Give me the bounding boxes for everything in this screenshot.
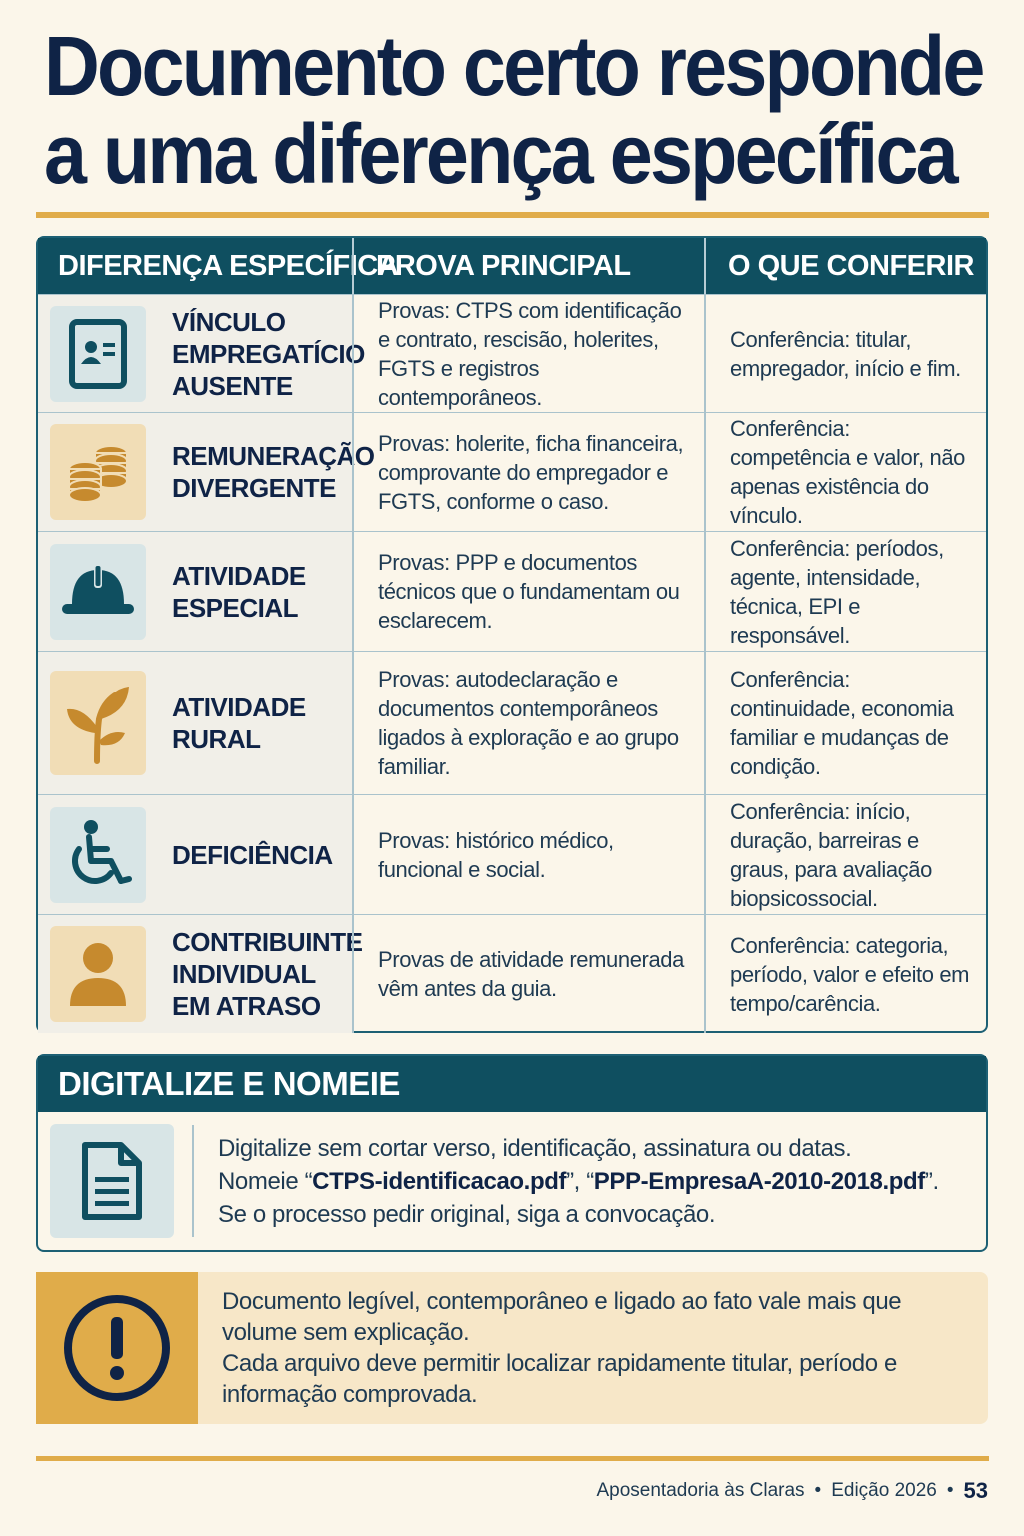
- digitize-body: [38, 1112, 986, 1250]
- check-cell: [704, 915, 986, 1033]
- person-icon: [50, 926, 146, 1022]
- category-cell: [38, 413, 375, 531]
- check-text: Conferência: início, duração, barreiras e graus, para avaliação biopsicossocial.: [730, 798, 932, 911]
- alert-text: [198, 1272, 988, 1424]
- digitize-line-2-prefix: Nomeie “: [218, 1167, 313, 1195]
- table-row: [38, 914, 986, 1033]
- table-row: [38, 294, 986, 412]
- digitize-line-2-suffix: ”.: [924, 1167, 939, 1195]
- alert-panel: [36, 1272, 988, 1424]
- digitize-heading: DIGITALIZE E NOMEIE: [38, 1056, 986, 1112]
- table-row: [38, 412, 986, 531]
- proof-text: Provas: PPP e documentos técnicos que o fundamentam ou esclarecem.: [378, 550, 680, 633]
- category-label: VÍNCULO EMPREGATÍCIO AUSENTE: [172, 306, 365, 401]
- check-cell: [704, 795, 986, 914]
- digitize-panel: [36, 1054, 988, 1252]
- check-cell: [704, 652, 986, 794]
- title-line-1: Documento certo responde: [44, 19, 983, 113]
- check-cell: [704, 295, 986, 412]
- category-label: ATIVIDADE ESPECIAL: [172, 560, 306, 623]
- category-cell: [38, 532, 352, 651]
- evidence-table: [36, 236, 988, 1033]
- footer: [596, 1478, 988, 1504]
- digitize-text: [194, 1132, 939, 1231]
- proof-text: Provas: CTPS com identificação e contrato, rescisão, holerites, FGTS e registros contemporâneos.: [378, 297, 682, 410]
- separator-dot: •: [814, 1480, 822, 1501]
- page-number: 53: [963, 1478, 988, 1503]
- category-cell: [38, 795, 352, 914]
- category-label: ATIVIDADE RURAL: [172, 692, 306, 754]
- alert-line-1: Documento legível, contemporâneo e ligado ao fato vale mais que volume sem explicação.: [222, 1288, 902, 1346]
- digitize-line-2: [218, 1165, 939, 1198]
- digitize-line-2-separator: ”, “: [566, 1167, 594, 1195]
- proof-cell: [352, 413, 704, 531]
- proof-cell: [352, 532, 704, 651]
- table-row: [38, 794, 986, 914]
- separator-dot: •: [946, 1480, 954, 1501]
- check-text: Conferência: períodos, agente, intensidade, técnica, EPI e responsável.: [730, 535, 944, 648]
- check-text: Conferência: competência e valor, não apenas existência do vínculo.: [730, 416, 965, 528]
- table-row: [38, 651, 986, 794]
- category-label: REMUNERAÇÃO DIVERGENTE: [172, 441, 375, 503]
- page-title: [44, 19, 983, 201]
- top-divider: [36, 212, 989, 218]
- check-cell: [704, 413, 986, 531]
- table-header: [38, 238, 986, 294]
- id-card-icon: [50, 306, 146, 402]
- document-icon: [50, 1124, 174, 1238]
- category-cell: [38, 652, 352, 794]
- digitize-line-1: Digitalize sem cortar verso, identificação, assinatura ou datas.: [218, 1134, 852, 1162]
- check-cell: [704, 532, 986, 651]
- category-label: DEFICIÊNCIA: [172, 839, 333, 870]
- publication-name: Aposentadoria às Claras: [596, 1480, 805, 1501]
- proof-text: Provas: holerite, ficha financeira, comprovante do empregador e FGTS, conforme o caso.: [378, 430, 684, 514]
- coins-icon: [50, 424, 146, 520]
- edition-label: Edição 2026: [831, 1480, 937, 1501]
- filename-example-2: PPP-EmpresaA-2010-2018.pdf: [593, 1167, 925, 1195]
- check-text: Conferência: titular, empregador, início e fim.: [730, 326, 961, 381]
- column-header-check: O QUE CONFERIR: [704, 238, 986, 294]
- proof-text: Provas de atividade remunerada vêm antes da guia.: [378, 947, 684, 1001]
- plant-icon: [50, 671, 146, 775]
- title-line-2: a uma diferença específica: [44, 107, 956, 201]
- filename-example-1: CTPS-identificacao.pdf: [312, 1167, 567, 1195]
- check-text: Conferência: continuidade, economia familiar e mudanças de condição.: [730, 667, 954, 779]
- alert-line-2: Cada arquivo deve permitir localizar rapidamente titular, período e informação comprovada.: [222, 1350, 897, 1408]
- exclamation-icon: [36, 1272, 198, 1424]
- digitize-line-3: Se o processo pedir original, siga a convocação.: [218, 1200, 716, 1228]
- proof-text: Provas: autodeclaração e documentos contemporâneos ligados à exploração e ao grupo familiar.: [378, 667, 679, 779]
- bottom-divider: [36, 1456, 989, 1461]
- column-header-proof: PROVA PRINCIPAL: [352, 238, 704, 294]
- proof-text: Provas: histórico médico, funcional e social.: [378, 827, 614, 882]
- proof-cell: [352, 652, 704, 794]
- table-row: [38, 531, 986, 651]
- proof-cell: [352, 295, 704, 412]
- hard-hat-icon: [50, 544, 146, 640]
- category-cell: [38, 295, 365, 412]
- column-header-difference: DIFERENÇA ESPECÍFICA: [58, 249, 399, 282]
- category-label: CONTRIBUINTE INDIVIDUAL EM ATRASO: [172, 927, 363, 1021]
- check-text: Conferência: categoria, período, valor e efeito em tempo/carência.: [730, 932, 970, 1016]
- category-cell: [38, 915, 363, 1033]
- wheelchair-icon: [50, 807, 146, 903]
- proof-cell: [352, 795, 704, 914]
- proof-cell: [352, 915, 704, 1033]
